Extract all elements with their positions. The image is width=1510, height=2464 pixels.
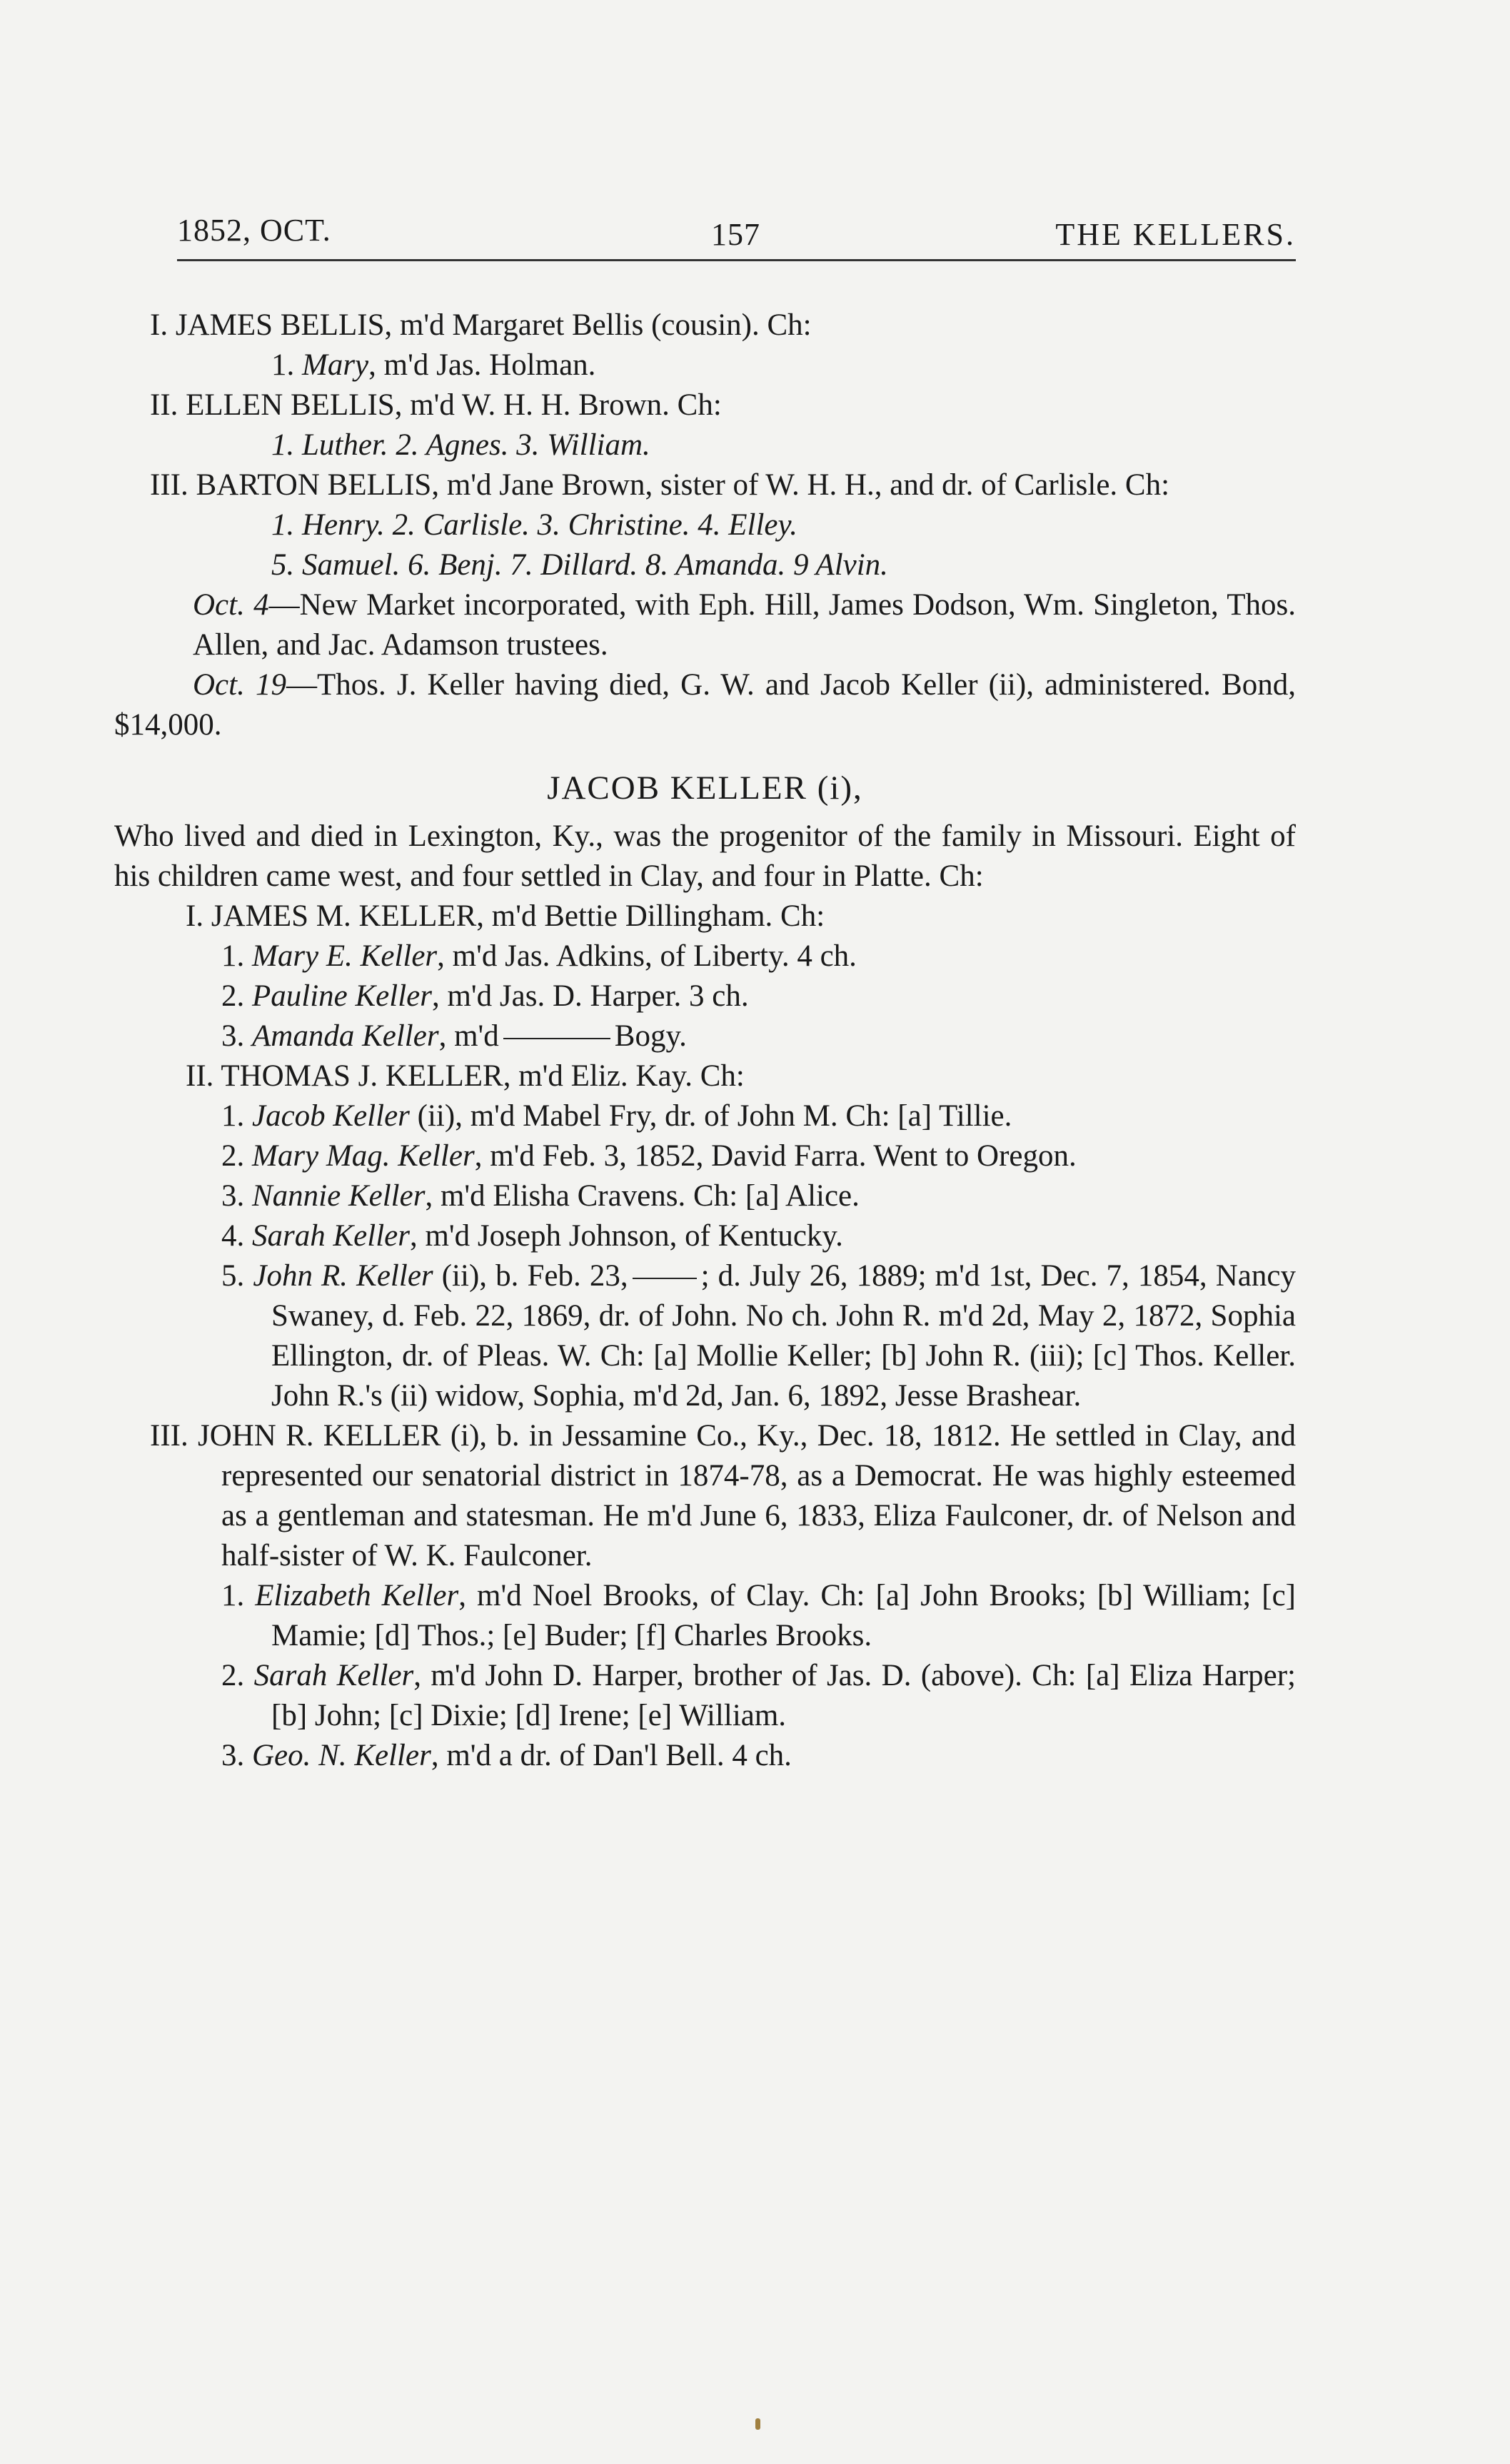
- bellis-ii-children: 1. Luther. 2. Agnes. 3. William.: [271, 428, 650, 462]
- event-oct-19: Oct. 19—Thos. J. Keller having died, G. W. and Jacob Keller (ii), administered. Bond, $14,000.: [114, 668, 1297, 742]
- section-title: JACOB KELLER (i),: [547, 769, 863, 807]
- blank-dash: [633, 1278, 697, 1279]
- page-number: 157: [711, 217, 760, 252]
- page-body: [114, 306, 1296, 1776]
- header-date: 1852, OCT.: [177, 213, 331, 248]
- running-header: [177, 212, 1296, 255]
- jacob-iii-child-3: 3. Geo. N. Keller, m'd a dr. of Dan'l Bell. 4 ch.: [221, 1739, 792, 1772]
- jacob-ii-child-1: 1. Jacob Keller (ii), m'd Mabel Fry, dr. of John M. Ch: [a] Tillie.: [221, 1099, 1012, 1133]
- jacob-iii-heading: III. JOHN R. KELLER (i), b. in Jessamine Co., Ky., Dec. 18, 1812. He settled in Clay, and represented our senatorial district in 1874-78, as a Democrat. He was highly esteemed as a gentleman and statesman. He m'd June 6, 1833, Eliza Faulconer, dr. of Nelson and half-sister of W. K. Faulconer.: [150, 1419, 1296, 1572]
- bellis-iii-children-1: 1. Henry. 2. Carlisle. 3. Christine. 4. Elley.: [271, 508, 797, 542]
- bellis-ii-heading: II. ELLEN BELLIS, m'd W. H. H. Brown. Ch:: [150, 388, 722, 422]
- header-title: THE KELLERS.: [1055, 217, 1296, 252]
- ink-mark: [755, 2418, 760, 2430]
- jacob-iii-child-1: 1. Elizabeth Keller, m'd Noel Brooks, of Clay. Ch: [a] John Brooks; [b] William; [c] Mamie; [d] Thos.; [e] Buder; [f] Charles Brooks.: [221, 1579, 1296, 1652]
- bellis-i-child: 1. Mary, m'd Jas. Holman.: [271, 348, 596, 382]
- blank-dash: [503, 1038, 610, 1039]
- header-rule: [177, 259, 1296, 261]
- jacob-ii-heading: II. THOMAS J. KELLER, m'd Eliz. Kay. Ch:: [186, 1059, 745, 1093]
- jacob-i-child-1: 1. Mary E. Keller, m'd Jas. Adkins, of Liberty. 4 ch.: [221, 939, 857, 973]
- bellis-iii-children-2: 5. Samuel. 6. Benj. 7. Dillard. 8. Amanda. 9 Alvin.: [271, 548, 888, 582]
- jacob-ii-child-3: 3. Nannie Keller, m'd Elisha Cravens. Ch: [a] Alice.: [221, 1179, 860, 1213]
- jacob-ii-child-2: 2. Mary Mag. Keller, m'd Feb. 3, 1852, David Farra. Went to Oregon.: [221, 1139, 1077, 1173]
- section-intro: Who lived and died in Lexington, Ky., was the progenitor of the family in Missouri. Eight of his children came west, and four settled in Clay, and four in Platte. Ch:: [114, 819, 1296, 893]
- event-oct-4: Oct. 4—New Market incorporated, with Eph. Hill, James Dodson, Wm. Singleton, Thos. Allen, and Jac. Adamson trustees.: [193, 588, 1296, 662]
- jacob-i-child-3: 3. Amanda Keller, m'd Bogy.: [221, 1019, 687, 1053]
- jacob-ii-child-5: 5. John R. Keller (ii), b. Feb. 23, ; d. July 26, 1889; m'd 1st, Dec. 7, 1854, Nancy Swaney, d. Feb. 22, 1869, dr. of John. No ch. John R. m'd 2d, May 2, 1872, Sophia Ellington, dr. of Pleas. W. Ch: [a] Mollie Keller; [b] John R. (iii); [c] Thos. Keller. John R.'s (ii) widow, Sophia, m'd 2d, Jan. 6, 1892, Jesse Brashear.: [221, 1259, 1296, 1413]
- jacob-ii-child-4: 4. Sarah Keller, m'd Joseph Johnson, of Kentucky.: [221, 1219, 843, 1253]
- jacob-i-heading: I. JAMES M. KELLER, m'd Bettie Dillingham. Ch:: [186, 899, 825, 933]
- jacob-i-child-2: 2. Pauline Keller, m'd Jas. D. Harper. 3 ch.: [221, 979, 749, 1013]
- bellis-i-heading: I. JAMES BELLIS, m'd Margaret Bellis (cousin). Ch:: [150, 308, 812, 342]
- jacob-iii-child-2: 2. Sarah Keller, m'd John D. Harper, brother of Jas. D. (above). Ch: [a] Eliza Harper; [b] John; [c] Dixie; [d] Irene; [e] William.: [221, 1659, 1297, 1732]
- bellis-iii-heading: III. BARTON BELLIS, m'd Jane Brown, sister of W. H. H., and dr. of Carlisle. Ch:: [150, 468, 1170, 502]
